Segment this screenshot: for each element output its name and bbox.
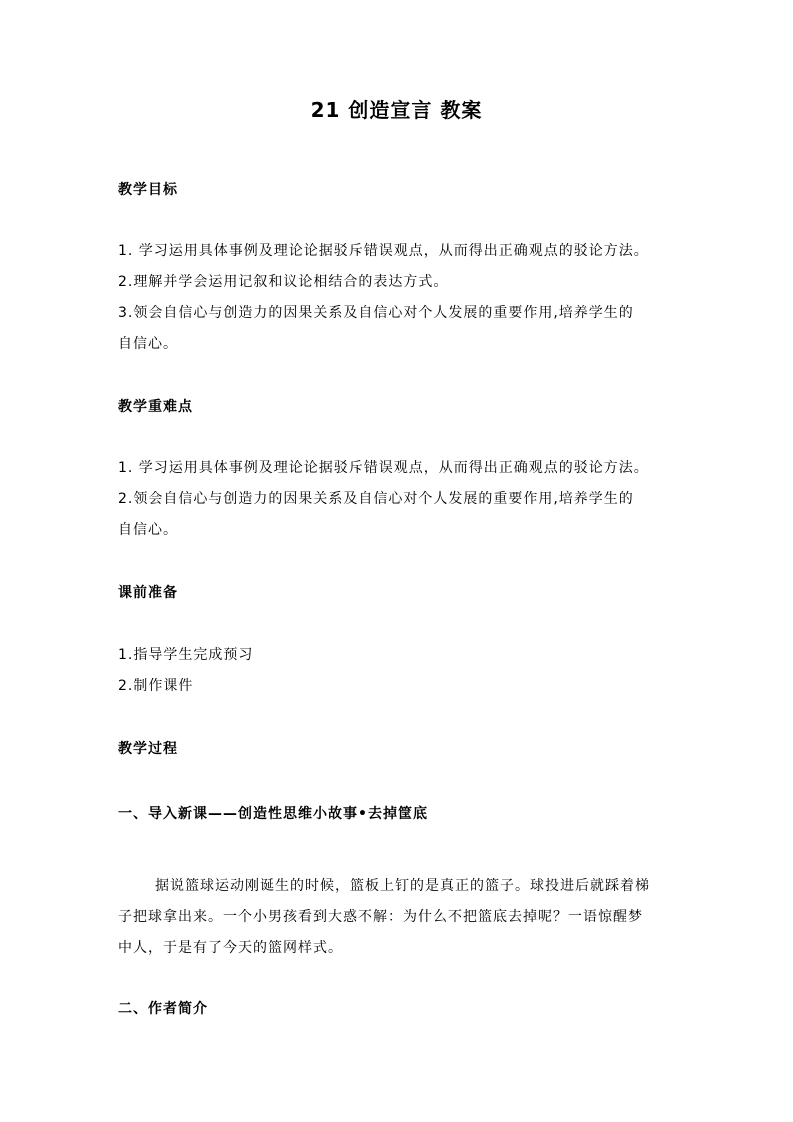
key-points-line: 自信心。 <box>118 522 178 538</box>
document-title: 21 创造宣言 教案 <box>310 98 483 122</box>
story-paragraph-line: 据说篮球运动刚诞生的时候，篮板上钉的是真正的篮子。球投进后就踩着梯 <box>155 878 650 894</box>
objectives-line: 1. 学习运用具体事例及理论论据驳斥错误观点，从而得出正确观点的驳论方法。 <box>118 243 649 259</box>
preparation-line: 1.指导学生完成预习 <box>118 647 254 663</box>
objectives-heading: 教学目标 <box>118 182 178 198</box>
objectives-line: 自信心。 <box>118 336 178 352</box>
objectives-line: 2.理解并学会运用记叙和议论相结合的表达方式。 <box>118 274 449 290</box>
process-heading: 教学过程 <box>118 741 178 757</box>
key-points-line: 1. 学习运用具体事例及理论论据驳斥错误观点，从而得出正确观点的驳论方法。 <box>118 460 649 476</box>
preparation-line: 2.制作课件 <box>118 678 194 694</box>
preparation-heading: 课前准备 <box>118 585 178 601</box>
story-paragraph-line: 子把球拿出来。一个小男孩看到大惑不解：为什么不把篮底去掉呢？一语惊醒梦 <box>118 909 643 925</box>
story-paragraph-line: 中人，于是有了今天的篮网样式。 <box>118 940 343 956</box>
section-heading-author: 二、作者简介 <box>118 1001 208 1017</box>
section-heading-intro: 一、导入新课——创造性思维小故事•去掉筐底 <box>118 806 428 822</box>
objectives-line: 3.领会自信心与创造力的因果关系及自信心对个人发展的重要作用,培养学生的 <box>118 305 634 321</box>
key-points-heading: 教学重难点 <box>118 399 193 415</box>
key-points-line: 2.领会自信心与创造力的因果关系及自信心对个人发展的重要作用,培养学生的 <box>118 491 634 507</box>
